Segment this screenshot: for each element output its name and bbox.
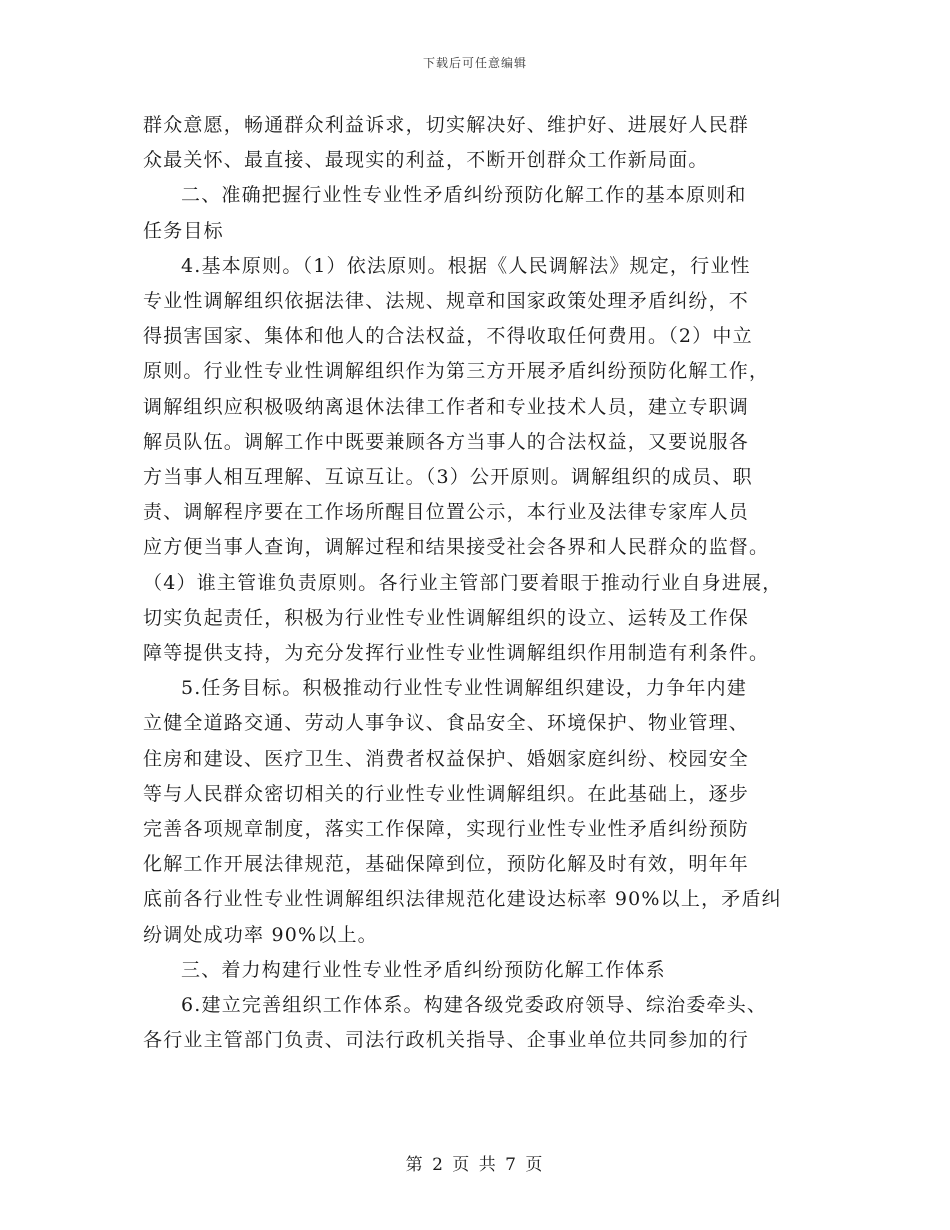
text-line: 完善各项规章制度，落实工作保障，实现行业性专业性矛盾纠纷预防 [143,818,750,841]
text-line: 切实负起责任，积极为行业性专业性调解组织的设立、运转及工作保 [143,606,750,629]
text-line: 二、准确把握行业性专业性矛盾纠纷预防化解工作的基本原则和 [181,184,747,207]
text-line: 三、着力构建行业性专业性矛盾纠纷预防化解工作体系 [181,958,666,981]
text-line: 原则。行业性专业性调解组织作为第三方开展矛盾纠纷预防化解工作， [143,360,770,383]
text-line: 任务目标 [143,219,224,242]
text-line: 化解工作开展法律规范，基础保障到位，预防化解及时有效，明年年 [143,853,750,876]
text-line: 4.基本原则。（1）依法原则。根据《人民调解法》规定，行业性 [181,254,751,277]
text-line: 障等提供支持，为充分发挥行业性专业性调解组织作用制造有利条件。 [143,642,770,665]
text-line: 专业性调解组织依据法律、法规、规章和国家政策处理矛盾纠纷，不 [143,290,750,313]
document-body [143,108,805,1058]
text-line: 5.任务目标。积极推动行业性专业性调解组织建设，力争年内建 [181,677,747,700]
header-note: 下载后可任意编辑 [422,56,527,70]
text-line: 方当事人相互理解、互谅互让。（3）公开原则。调解组织的成员、职 [143,466,753,489]
text-line: 解员队伍。调解工作中既要兼顾各方当事人的合法权益，又要说服各 [143,430,750,453]
text-line: 责、调解程序要在工作场所醒目位置公示，本行业及法律专家库人员 [143,501,750,524]
text-line: 应方便当事人查询，调解过程和结果接受社会各界和人民群众的监督。 [143,536,770,559]
body-text [143,108,805,1058]
text-line: 底前各行业性专业性调解组织法律规范化建设达标率 90%以上，矛盾纠 [143,888,782,911]
text-line: 住房和建设、医疗卫生、消费者权益保护、婚姻家庭纠纷、校园安全 [143,747,750,770]
text-line: 各行业主管部门负责、司法行政机关指导、企事业单位共同参加的行 [143,1029,750,1052]
text-line: 6.建立完善组织工作体系。构建各级党委政府领导、综治委牵头、 [181,994,768,1017]
text-line: 立健全道路交通、劳动人事争议、食品安全、环境保护、物业管理、 [143,712,750,735]
text-line: 纷调处成功率 90%以上。 [143,923,378,946]
text-line: 众最关怀、最直接、最现实的利益，不断开创群众工作新局面。 [143,149,709,172]
text-line: 得损害国家、集体和他人的合法权益，不得收取任何费用。（2）中立 [143,325,753,348]
text-line: （4）谁主管谁负责原则。各行业主管部门要着眼于推动行业自身进展， [143,571,783,594]
text-line: 调解组织应积极吸纳离退休法律工作者和专业技术人员，建立专职调 [143,395,750,418]
page-number: 第 2 页 共 7 页 [405,1155,545,1175]
text-line: 等与人民群众密切相关的行业性专业性调解组织。在此基础上，逐步 [143,782,750,805]
text-line: 群众意愿，畅通群众利益诉求，切实解决好、维护好、进展好人民群 [143,114,750,136]
